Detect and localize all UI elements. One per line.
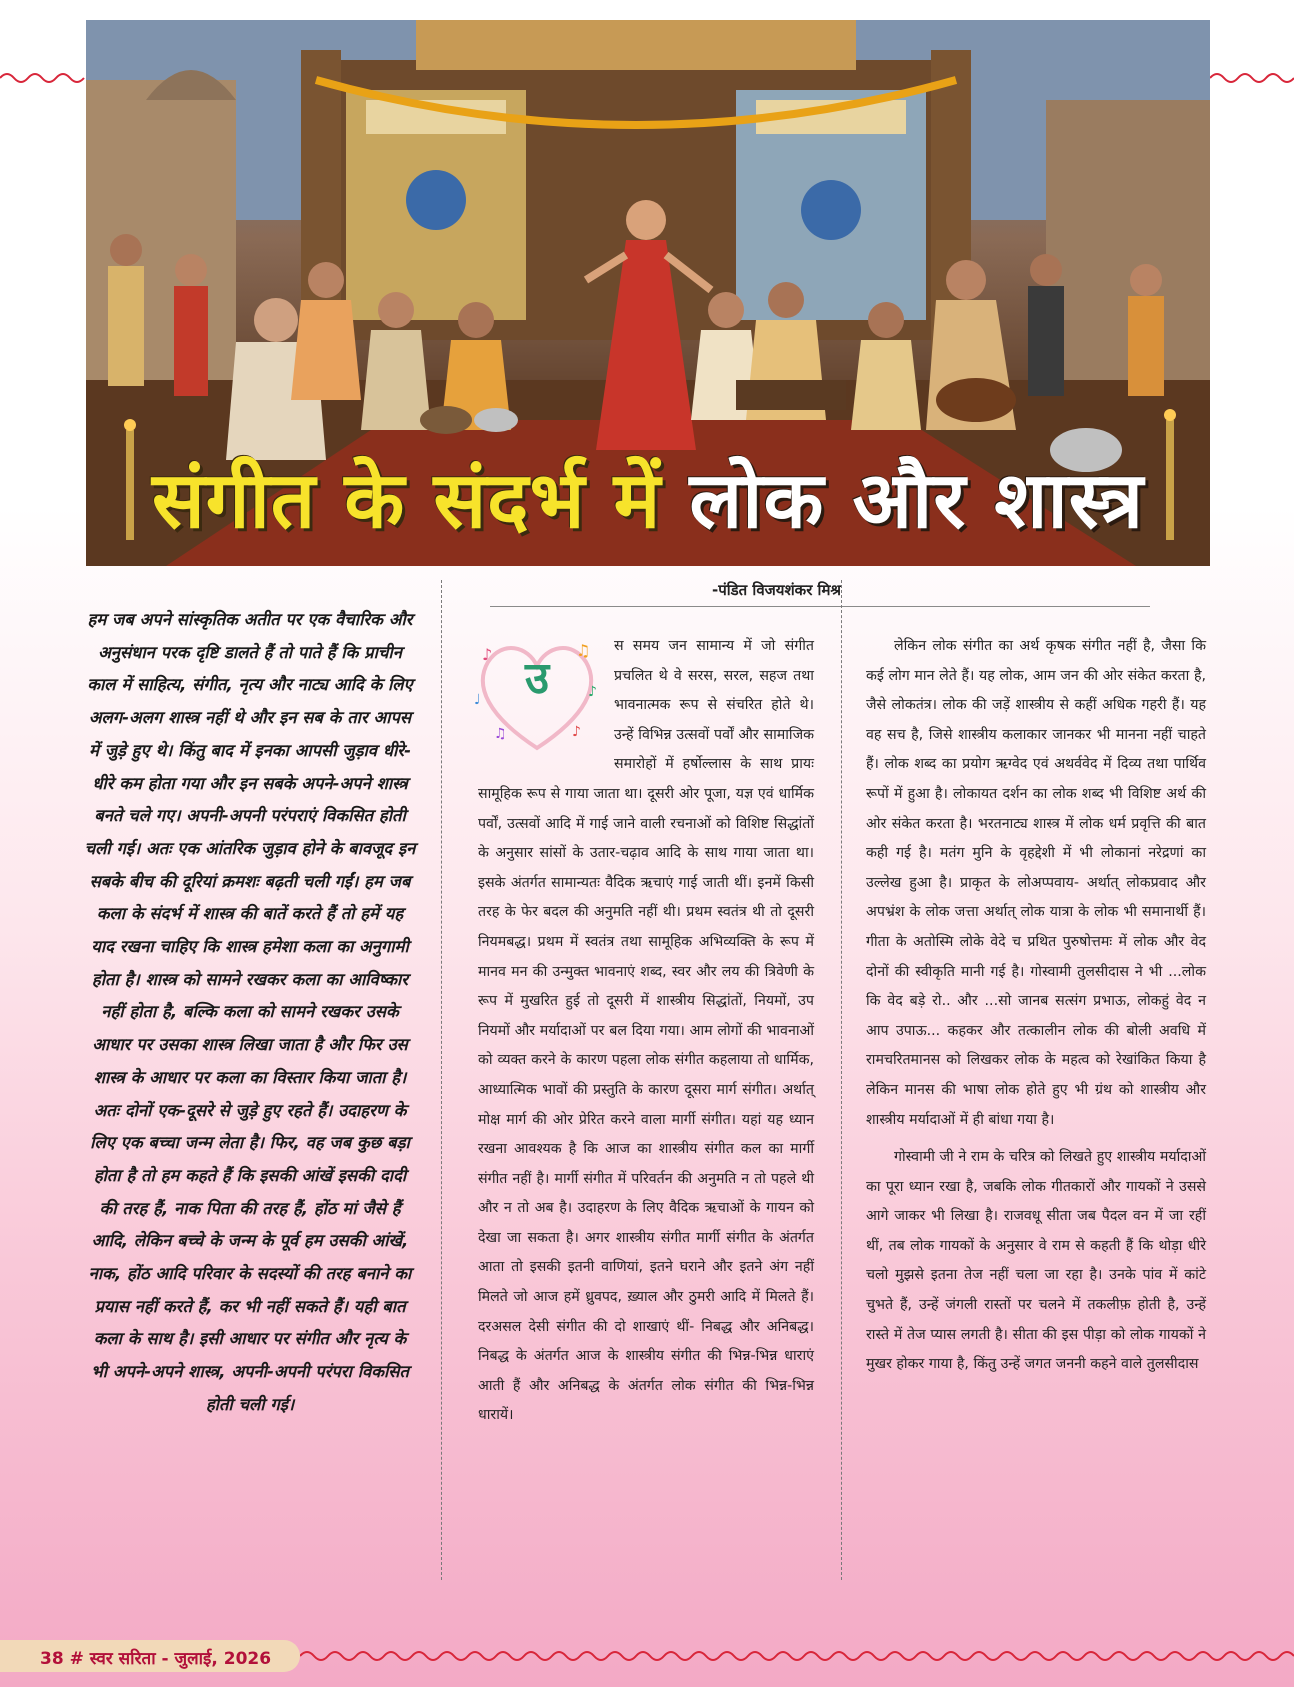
- hero-image: [86, 20, 1210, 566]
- column-divider-2: [841, 580, 842, 1580]
- svg-text:♫: ♫: [576, 641, 591, 660]
- svg-text:♪: ♪: [572, 724, 581, 740]
- dropcap-letter: उ: [524, 653, 550, 704]
- body-text-1: स समय जन सामान्य में जो संगीत प्रचलित थे वे सरस, सरल, सहज तथा भावनात्मक रूप से संचरित होते थे। उन्हें विभिन्न उत्सवों पर्वों और सामाजिक समारोहों में हर्षोल्लास के साथ प्रायः सामूहिक रूप से गाया जाता था। दूसरी ओर पूजा, यज्ञ एवं धार्मिक पर्वों, उत्सवों आदि में गाई जाने वाली रचनाओं को विशिष्ट सिद्धांतों के अनुसार सांसों के उतार-चढ़ाव आदि के साथ गाया जाता था। इसके अंतर्गत सामान्यतः वैदिक ऋचाएं गाई जाती थीं। इनमें किसी तरह के फेर बदल की अनुमति नहीं थी। प्रथम स्वतंत्र थी तो दूसरी नियमबद्ध। प्रथम में स्वतंत्र तथा सामूहिक अभिव्यक्ति के रूप में मानव मन की उन्मुक्त भावनाएं शब्द, स्वर और लय की त्रिवेणी के रूप में मुखरित हुई तो दूसरी में शास्त्रीय सिद्धांतों, नियमों, उप नियमों और मर्यादाओं पर बल दिया गया। आम लोगों की भावनाओं को व्यक्त करने के कारण पहला लोक संगीत कहलाया तो धार्मिक, आध्यात्मिक भावों की प्रस्तुति के कारण दूसरा मार्ग संगीत। अर्थात् मोक्ष मार्ग की ओर प्रेरित करने वाला मार्गी संगीत। यहां यह ध्यान रखना आवश्यक है कि आज का शास्त्रीय संगीत कल का मार्गी संगीत नहीं है। मार्गी संगीत में परिवर्तन की अनुमति न तो पहले थी और न तो अब है। उदाहरण के लिए वैदिक ऋचाओं के गायन को देखा जा सकता है। अगर शास्त्रीय संगीत मार्गी संगीत के अंतर्गत आता तो इसकी इतनी वाणियां, इतने घराने और इतने अंग नहीं मिलते जो आज हमें ध्रुवपद, ख़्याल और ठुमरी आदि में मिलते हैं। दरअसल देसी संगीत की दो शाखाएं थीं- निबद्ध और अनिबद्ध। निबद्ध के अंतर्गत आज के शास्त्रीय संगीत की भिन्न-भिन्न धाराएं आती हैं और अनिबद्ध के अंतर्गत लोक संगीत की भिन्न-भिन्न धारायें।: [478, 638, 814, 1424]
- intro-column: [84, 604, 416, 1422]
- title-part-1: संगीत के संदर्भ में: [151, 456, 662, 546]
- body-text-2a: लेकिन लोक संगीत का अर्थ कृषक संगीत नहीं है, जैसा कि कई लोग मान लेते हैं। यह लोक, आम जन की ओर संकेत करता है, जैसे लोकतंत्र। लोक की जड़ें शास्त्रीय से कहीं अधिक गहरी हैं। यह वह सच है, जिसे शास्त्रीय कलाकार जानकर भी मानना नहीं चाहते हैं। लोक शब्द का प्रयोग ऋग्वेद एवं अथर्ववेद में दिव्य तथा पार्थिव रूपों में हुआ है। लोकायत दर्शन का लोक शब्द भी विशिष्ट अर्थ की ओर संकेत करता है। भरतनाट्य शास्त्र में लोक धर्म प्रवृत्ति की बात कही गई है। मतंग मुनि के वृहद्देशी में भी लोकानां नरेद्रणां का उल्लेख हुआ है। प्राकृत के लोअप्पवाय- अर्थात् लोकप्रवाद और अपभ्रंश के लोक जत्ता अर्थात् लोक यात्रा के लोक भी समानार्थी हैं। गीता के अतोस्मि लोके वेदे च प्रथित पुरुषोत्तमः में लोक और वेद दोनों की स्वीकृति मानी गई है। गोस्वामी तुलसीदास ने भी ...लोक कि वेद बड़े रो.. और ...सो जानब सत्संग प्रभाऊ, लोकहुं वेद न आप उपाऊ... कहकर और तत्कालीन लोक की बोली अवधि में रामचरितमानस को लिखकर लोक के महत्व को रेखांकित किया है लेकिन मानस की भाषा लोक होते हुए भी ग्रंथ को शास्त्रीय और शास्त्रीय मर्यादाओं में ही बांधा गया है।: [866, 638, 1206, 1128]
- intro-paragraph: हम जब अपने सांस्कृतिक अतीत पर एक वैचारिक और अनुसंधान परक दृष्टि डालते हैं तो पाते हैं कि प्राचीन काल में साहित्य, संगीत, नृत्य और नाट्य आदि के लिए अलग-अलग शास्त्र नहीं थे और इन सब के तार आपस में जुड़े हुए थे। किंतु बाद में इनका आपसी जुड़ाव धीरे-धीरे कम होता गया और इन सबके अपने-अपने शास्त्र बनते चले गए। अपनी-अपनी परंपराएं विकसित होती चली गई। अतः एक आंतरिक जुड़ाव होने के बावजूद इन सबके बीच की दूरियां क्रमशः बढ़ती चली गईं। हम जब कला के संदर्भ में शास्त्र की बातें करते हैं तो हमें यह याद रखना चाहिए कि शास्त्र हमेशा कला का अनुगामी होता है। शास्त्र को सामने रखकर कला का आविष्कार नहीं होता है, बल्कि कला को सामने रखकर उसके आधार पर उसका शास्त्र लिखा जाता है और फिर उस शास्त्र के आधार पर कला का विस्तार किया जाता है। अतः दोनों एक-दूसरे से जुड़े हुए रहते हैं। उदाहरण के लिए एक बच्चा जन्म लेता है। फिर, वह जब कुछ बड़ा होता है तो हम कहते हैं कि इसकी आंखें इसकी दादी की तरह हैं, नाक पिता की तरह हैं, होंठ मां जैसे हैं आदि, लेकिन बच्चे के जन्म के पूर्व हम उसकी आंखें, नाक, होंठ आदि परिवार के सदस्यों की तरह बनाने का प्रयास नहीं करते हैं, कर भी नहीं सकते हैं। यही बात कला के साथ है। इसी आधार पर संगीत और नृत्य के भी अपने-अपने शास्त्र, अपनी-अपनी परंपरा विकसित होती चली गई।: [84, 610, 416, 1414]
- author-byline: -पंडित विजयशंकर मिश्र: [712, 581, 842, 599]
- dropcap-ornament: [468, 626, 606, 764]
- title-part-2: लोक और शास्त्र: [689, 456, 1145, 546]
- page-footer: 38 # स्वर सरिता - जुलाई, 2026: [40, 1649, 272, 1669]
- svg-text:♩: ♩: [474, 692, 481, 708]
- byline-rule: [490, 606, 1150, 607]
- column-divider-1: [441, 580, 442, 1580]
- body-column-1: [474, 632, 814, 1431]
- svg-text:♫: ♫: [494, 726, 507, 742]
- body-column-2: [866, 632, 1206, 1388]
- article-title: [86, 456, 1210, 546]
- body-text-2b: गोस्वामी जी ने राम के चरित्र को लिखते हुए शास्त्रीय मर्यादाओं का पूरा ध्यान रखा है, जबकि लोक गीतकारों और गायकों ने उससे आगे जाकर भी लिखा है। राजवधू सीता जब पैदल वन में जा रहीं थीं, तब लोक गायकों के अनुसार वे राम से कहती हैं कि थोड़ा धीरे चलो मुझसे इतना तेज नहीं चला जा रहा है। उनके पांव में कांटे चुभते हैं, उन्हें जंगली रास्तों पर चलने में तकलीफ़ होती है, उन्हें रास्ते में तेज प्यास लगती है। सीता की इस पीड़ा को लोक गायकों ने मुखर होकर गाया है, किंतु उन्हें जगत जननी कहने वाले तुलसीदास: [866, 1149, 1206, 1373]
- svg-text:♪: ♪: [588, 684, 597, 700]
- svg-text:♪: ♪: [482, 645, 493, 664]
- bottom-wave-decoration: [300, 1640, 1294, 1670]
